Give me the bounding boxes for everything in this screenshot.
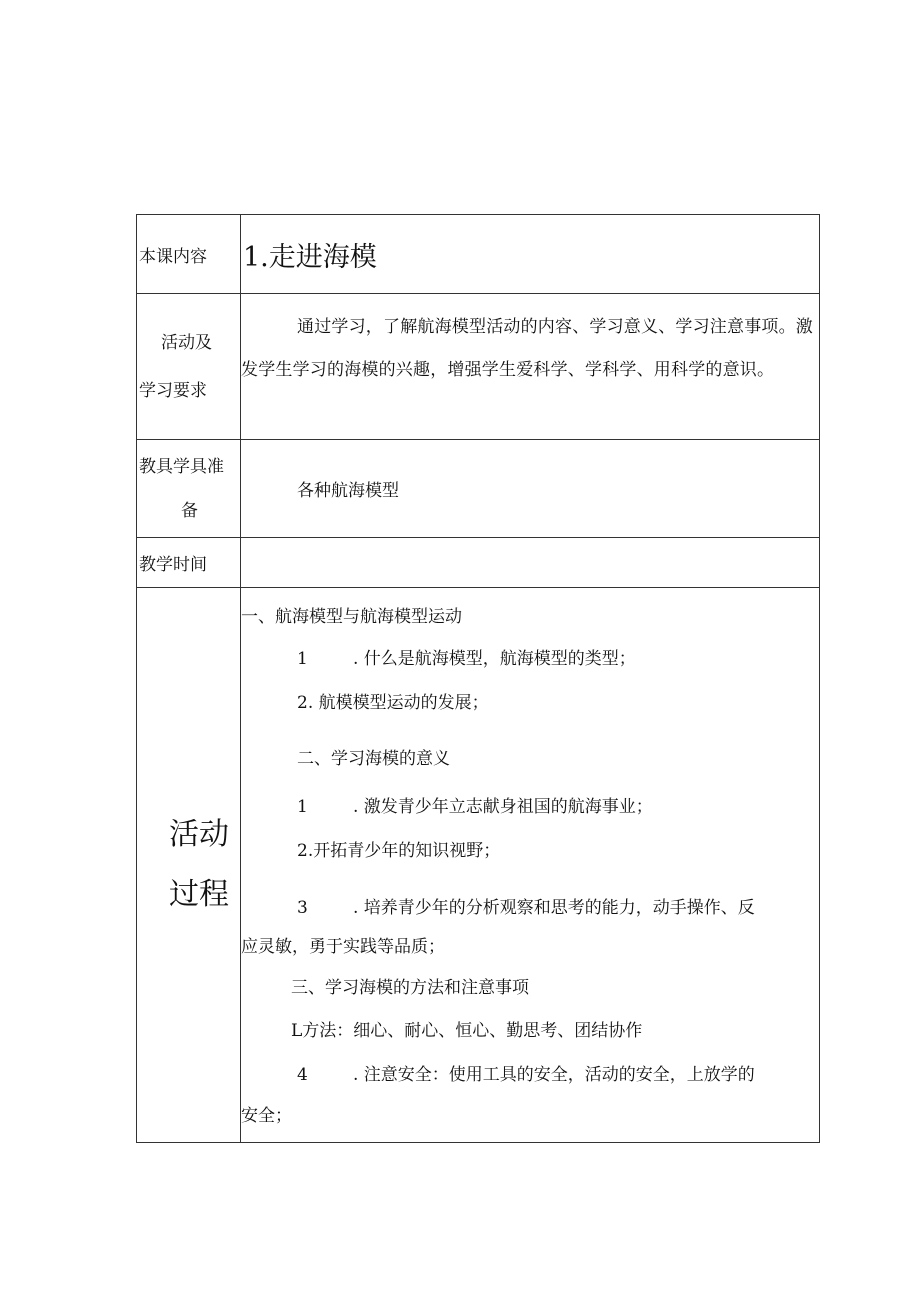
section3-item2 <box>297 1060 755 1085</box>
section2-item3-text: . 培养青少年的分析观察和思考的能力，动手操作、反 <box>353 898 755 918</box>
section3-item2-number: 4 <box>297 1065 308 1085</box>
process-content <box>241 588 819 1142</box>
lesson-content-value: 1.走进海模 <box>243 241 377 273</box>
requirements-label <box>137 294 241 439</box>
section2-item3-continued: 应灵敏，勇于实践等品质； <box>241 937 445 957</box>
section2-item2: 2.开拓青少年的知识视野； <box>297 841 501 861</box>
lesson-plan-table <box>136 214 820 1143</box>
section1-title: 一、航海模型与航海模型运动 <box>241 607 462 627</box>
row-process <box>137 587 819 1142</box>
section2-item3-number: 3 <box>297 898 308 918</box>
process-label <box>137 588 241 1142</box>
row-time <box>137 537 819 587</box>
time-label: 教学时间 <box>137 538 241 587</box>
requirements-value <box>241 294 819 439</box>
section2-item1-text: . 激发青少年立志献身祖国的航海事业； <box>353 797 653 817</box>
materials-label-line1: 教具学具准 <box>139 456 224 477</box>
section2-title: 二、学习海模的意义 <box>297 749 450 769</box>
section3-title: 三、学习海模的方法和注意事项 <box>291 978 529 998</box>
process-label-line2: 过程 <box>169 877 229 912</box>
row-materials <box>137 439 819 537</box>
process-label-line1: 活动 <box>169 817 229 852</box>
section2-item3 <box>297 893 755 918</box>
materials-label-line2: 备 <box>181 500 198 521</box>
time-value <box>241 538 819 587</box>
requirements-label-line2: 学习要求 <box>139 380 207 401</box>
section2-item1-number: 1 <box>297 797 308 817</box>
materials-value: 各种航海模型 <box>297 481 399 501</box>
section1-item1-number: 1 <box>297 649 308 669</box>
section1-item1-text: . 什么是航海模型，航海模型的类型； <box>353 649 636 669</box>
lesson-content-label: 本课内容 <box>137 215 241 293</box>
section3-item2-text: . 注意安全：使用工具的安全，活动的安全，上放学的 <box>353 1065 755 1085</box>
requirements-text: 通过学习，了解航海模型活动的内容、学习意义、学习注意事项。激发学生学习的海模的兴趣，增强学生爱科学、学科学、用科学的意识。 <box>241 317 813 380</box>
section3-item2-continued: 安全； <box>241 1106 292 1126</box>
section1-item1 <box>297 644 636 669</box>
materials-label <box>137 440 241 537</box>
row-lesson-content <box>137 215 819 293</box>
section2-item1 <box>297 792 653 817</box>
row-requirements <box>137 293 819 439</box>
requirements-label-line1: 活动及 <box>161 332 212 353</box>
section3-item1: L方法：细心、耐心、恒心、勤思考、团结协作 <box>291 1021 643 1041</box>
section1-item2: 2. 航模模型运动的发展； <box>297 693 489 713</box>
